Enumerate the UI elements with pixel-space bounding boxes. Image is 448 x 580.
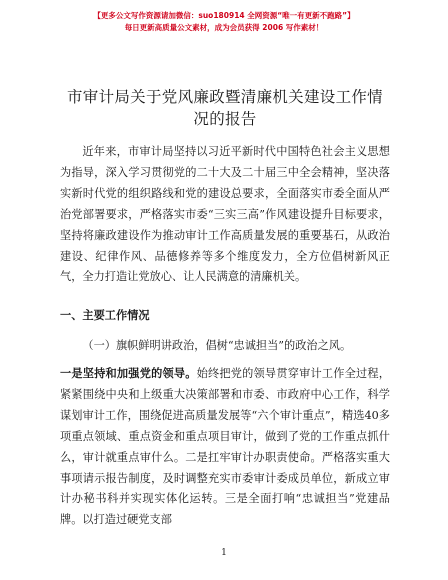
promo-banner-line-1: 【更多公文写作资源请加微信：suo180914 全网资源“唯一有更新不跑路”】 <box>93 11 355 20</box>
paragraph-text: 始终把党的领导贯穿审计工作全过程，紧紧围绕中央和上级重大决策部署和市委、市政府中心工作，科学谋划审计工作，围绕促进高质量发展等“六个审计重点”，精选40多项重点领域、重点资金和重点项目审计，做到了党的工作重点抓什么，审计就重点审什么。二是扛牢审计办职责使命。严格落实重大事项请示报告制度，及时调整充实市委审计委成员单位，新成立审计办秘书科并实现实体化运转。三是全面打响“忠诚担当”党建品牌。以打造过硬党支部 <box>60 367 390 527</box>
subsection-heading: （一）旗帜鲜明讲政治，倡树“忠诚担当”的政治之风。 <box>82 339 352 352</box>
body-paragraph <box>60 364 390 531</box>
page-number: 1 <box>221 548 227 558</box>
paragraph-lead: 一是坚持和加强党的领导。 <box>60 367 197 380</box>
section-heading: 一、主要工作情况 <box>60 309 150 322</box>
intro-paragraph: 近年来，市审计局坚持以习近平新时代中国特色社会主义思想为指导，深入学习贯彻党的二十大及二十届三中全会精神，坚决落实新时代党的组织路线和党的建设总要求，全面落实市委全面从严治党部署要求，严格落实市委“三实三高”作风建设提升目标要求，坚持将廉政建设作为推动审计工作高质量发展的重要基石，从政治建设、纪律作风、品德修养等多个维度发力，全方位倡树新风正气，全力打造让党放心、让人民满意的清廉机关。 <box>60 145 390 284</box>
document-title: 市审计局关于党风廉政暨清廉机关建设工作情况的报告 <box>66 88 383 128</box>
promo-banner <box>0 10 448 34</box>
promo-banner-line-2: 每日更新高质量公文素材，成为会员获得 2006 写作素材！ <box>124 23 324 32</box>
